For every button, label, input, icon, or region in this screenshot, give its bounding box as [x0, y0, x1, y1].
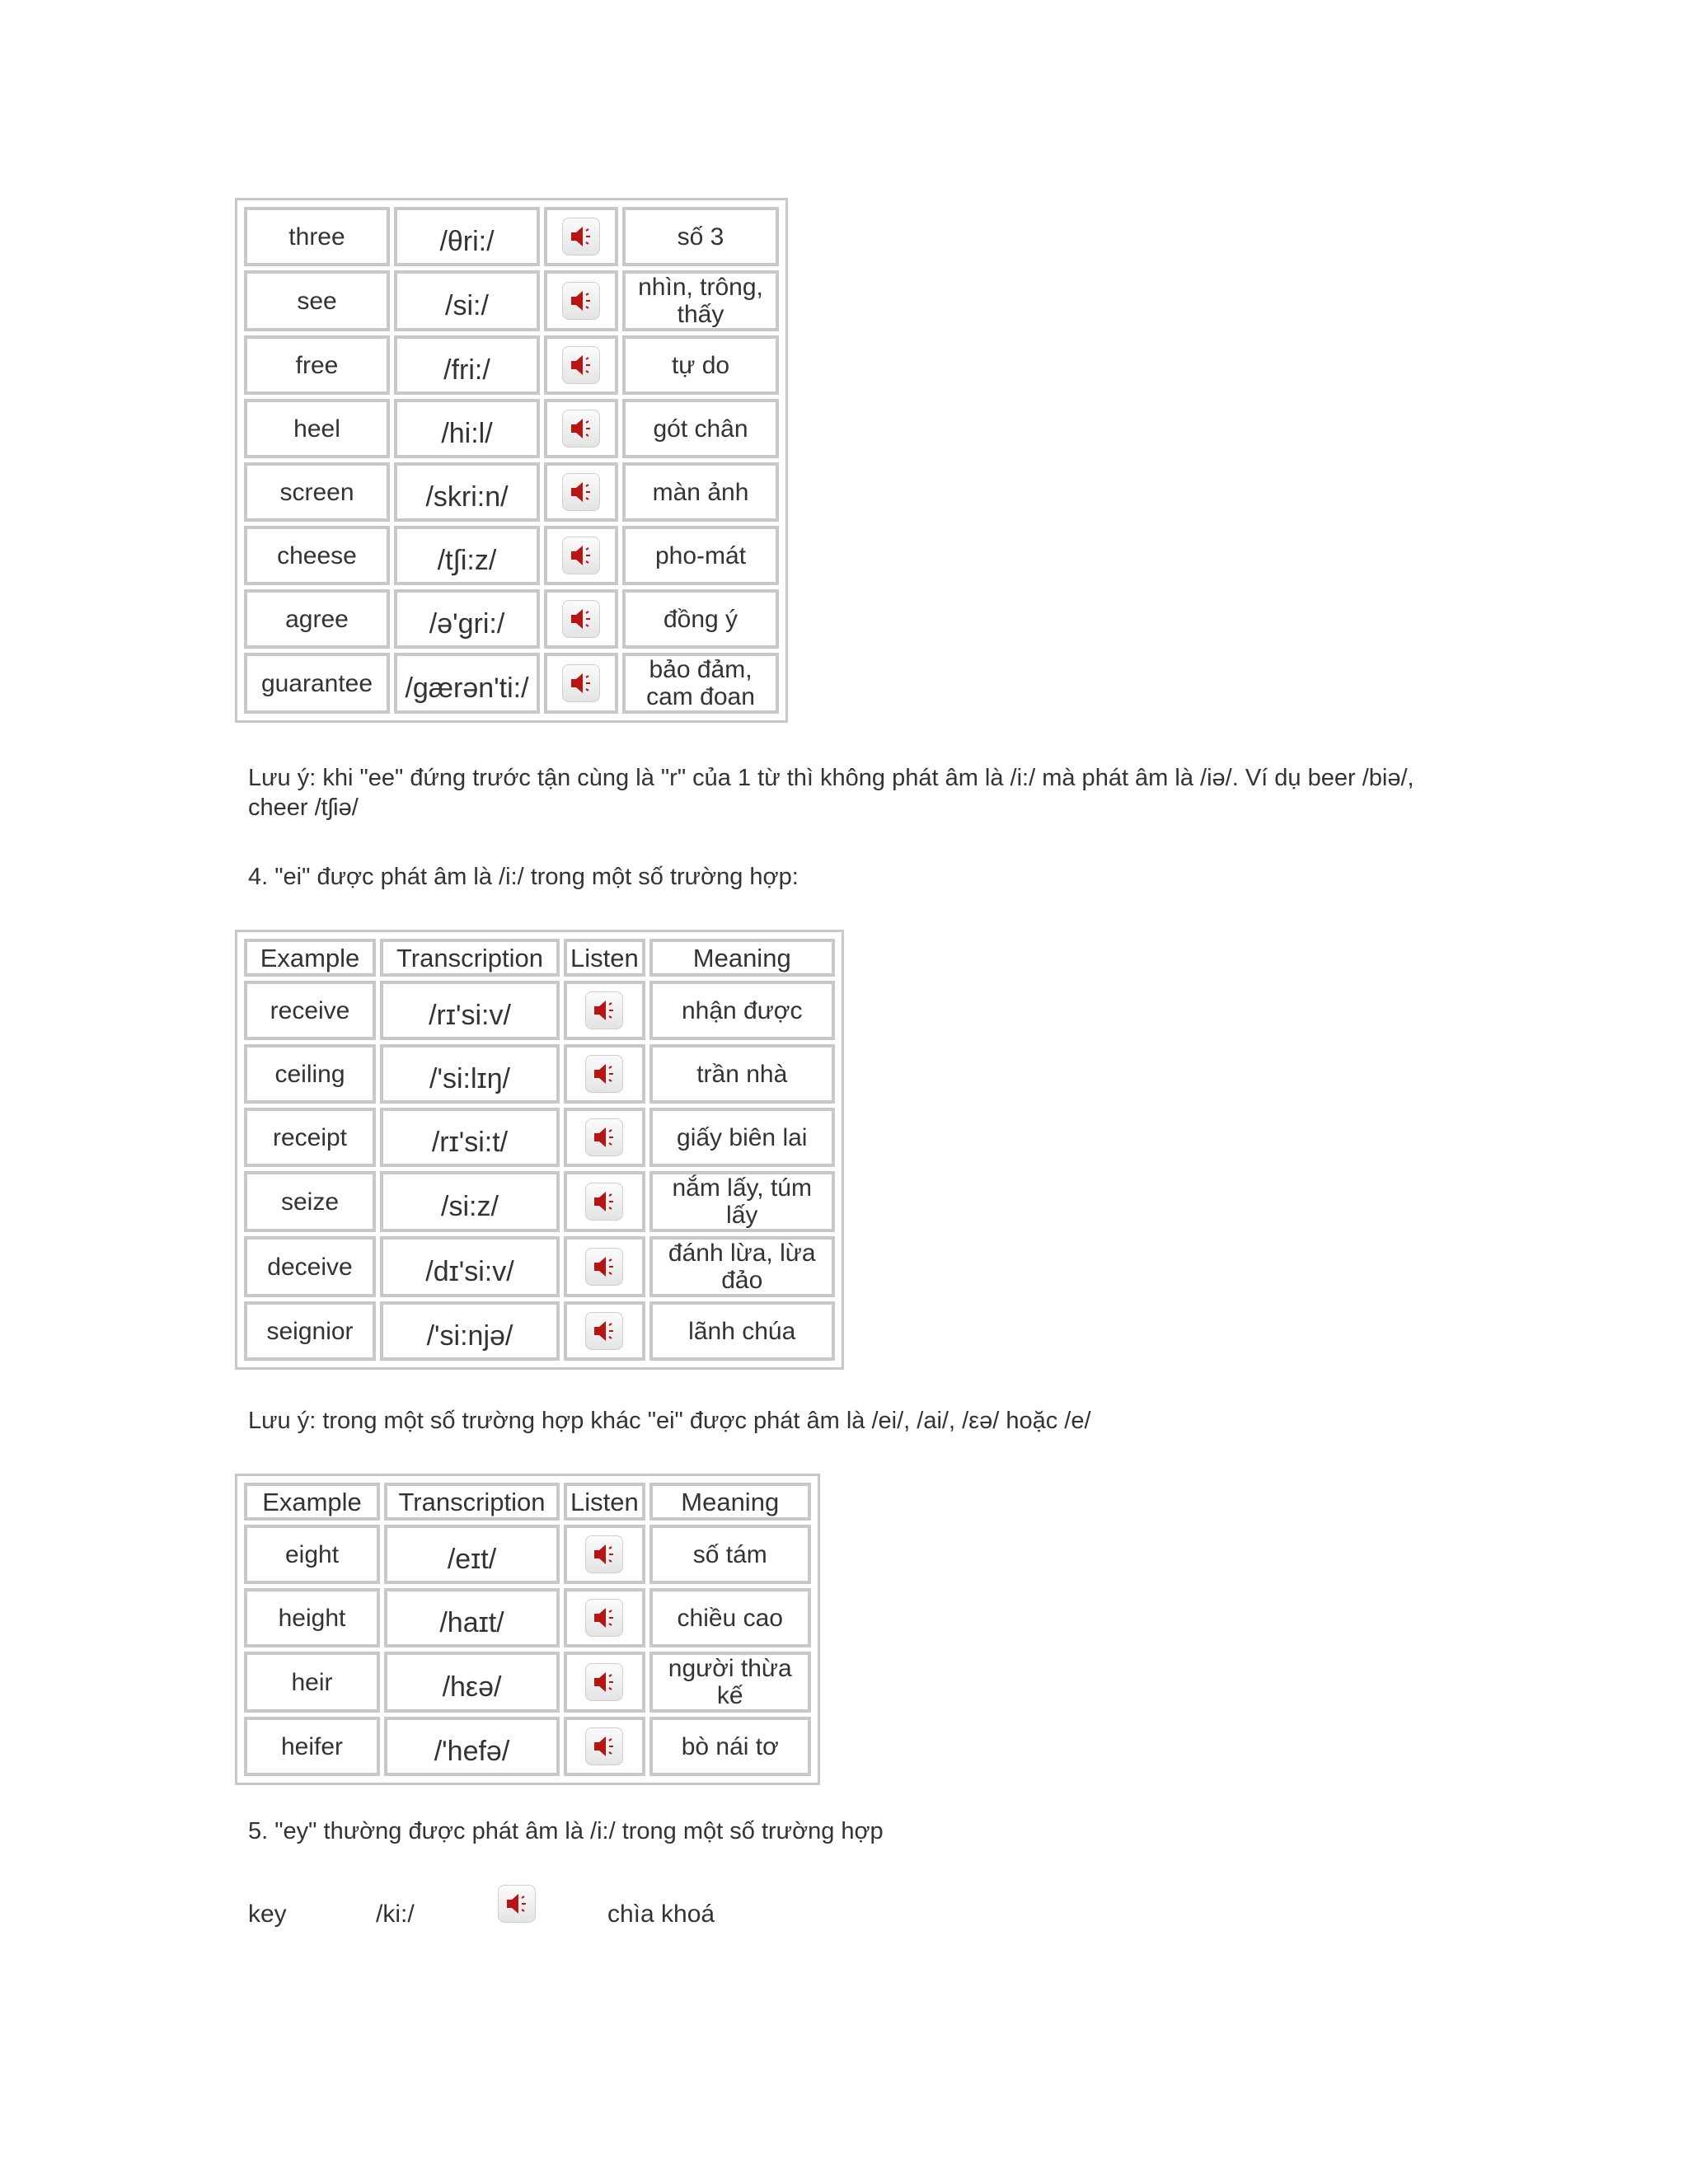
listen-cell: [564, 981, 645, 1040]
speaker-icon[interactable]: [585, 1599, 623, 1637]
word-cell: height: [244, 1588, 380, 1647]
speaker-icon[interactable]: [562, 346, 600, 384]
table-row: [244, 589, 779, 649]
header-meaning: Meaning: [649, 1483, 811, 1521]
note-ei-other: Lưu ý: trong một số trường hợp khác "ei" được phát âm là /ei/, /ai/, /εə/ hoặc /e/: [248, 1408, 1091, 1434]
transcription-cell: /dɪ'si:v/: [380, 1236, 560, 1297]
transcription-cell: /rɪ'si:t/: [380, 1108, 560, 1167]
listen-cell: [564, 1171, 645, 1232]
word-cell: deceive: [244, 1236, 376, 1297]
word-cell: heir: [244, 1652, 380, 1713]
table-row: [244, 1301, 835, 1361]
meaning-cell: số 3: [622, 207, 779, 266]
speaker-icon[interactable]: [562, 473, 600, 511]
word-cell: screen: [244, 462, 390, 522]
header-listen: Listen: [564, 939, 645, 977]
table-row: [244, 981, 835, 1040]
meaning-cell: gót chân: [622, 399, 779, 458]
table-row: [244, 1525, 811, 1584]
table-row: [244, 526, 779, 585]
speaker-icon[interactable]: [562, 664, 600, 702]
speaker-icon[interactable]: [585, 991, 623, 1029]
listen-cell: [544, 526, 618, 585]
speaker-icon[interactable]: [585, 1118, 623, 1156]
table-row: [244, 1044, 835, 1104]
word-cell: receive: [244, 981, 376, 1040]
vocab-table-body: [244, 1483, 811, 1776]
meaning-cell: số tám: [649, 1525, 811, 1584]
transcription-cell: /eɪt/: [384, 1525, 560, 1584]
meaning-cell: màn ảnh: [622, 462, 779, 522]
key-word: key: [248, 1900, 287, 1928]
listen-cell: [544, 589, 618, 649]
transcription-cell: /rɪ'si:v/: [380, 981, 560, 1040]
table-row: [244, 1588, 811, 1647]
speaker-icon[interactable]: [585, 1248, 623, 1286]
transcription-cell: /si:z/: [380, 1171, 560, 1232]
header-transcription: Transcription: [380, 939, 560, 977]
speaker-icon[interactable]: [585, 1727, 623, 1765]
speaker-icon[interactable]: [585, 1055, 623, 1093]
transcription-cell: /skri:n/: [394, 462, 540, 522]
listen-cell: [544, 207, 618, 266]
speaker-icon[interactable]: [562, 218, 600, 255]
meaning-cell: bảo đảm, cam đoan: [622, 653, 779, 714]
header-example: Example: [244, 939, 376, 977]
speaker-icon[interactable]: [585, 1535, 623, 1573]
speaker-icon[interactable]: [585, 1183, 623, 1221]
table-row: [244, 1717, 811, 1776]
table-row: [244, 1236, 835, 1297]
speaker-icon[interactable]: [562, 537, 600, 574]
vocab-table-ei-other: [235, 1474, 820, 1785]
meaning-cell: chiều cao: [649, 1588, 811, 1647]
listen-cell: [544, 653, 618, 714]
word-cell: eight: [244, 1525, 380, 1584]
word-cell: free: [244, 335, 390, 395]
transcription-cell: /gærən'ti:/: [394, 653, 540, 714]
listen-cell: [564, 1236, 645, 1297]
meaning-cell: nhìn, trông, thấy: [622, 270, 779, 331]
key-meaning: chìa khoá: [607, 1900, 715, 1928]
vocab-table-body: [244, 939, 835, 1361]
word-cell: seize: [244, 1171, 376, 1232]
listen-cell: [564, 1652, 645, 1713]
table-row: [244, 462, 779, 522]
header-listen: Listen: [564, 1483, 645, 1521]
table-row: [244, 207, 779, 266]
meaning-cell: đồng ý: [622, 589, 779, 649]
heading-ei: 4. "ei" được phát âm là /i:/ trong một số trường hợp:: [248, 864, 799, 890]
word-cell: seignior: [244, 1301, 376, 1361]
transcription-cell: /haɪt/: [384, 1588, 560, 1647]
table-row: [244, 1108, 835, 1167]
header-example: Example: [244, 1483, 380, 1521]
table-row: [244, 399, 779, 458]
listen-cell: [564, 1044, 645, 1104]
vocab-table-ei: [235, 930, 844, 1370]
speaker-icon[interactable]: [562, 282, 600, 320]
table-header-row: [244, 939, 835, 977]
speaker-icon[interactable]: [562, 600, 600, 638]
transcription-cell: /'hefə/: [384, 1717, 560, 1776]
note-ee-r: Lưu ý: khi "ee" đứng trước tận cùng là "r" của 1 từ thì không phát âm là /i:/ mà phát âm là /iə/. Ví dụ beer /biə/, cheer /tʃiə/: [248, 765, 1414, 821]
meaning-cell: tự do: [622, 335, 779, 395]
listen-cell: [544, 335, 618, 395]
meaning-cell: lãnh chúa: [649, 1301, 835, 1361]
vocab-table-ee: [235, 198, 788, 723]
word-cell: guarantee: [244, 653, 390, 714]
listen-cell: [544, 270, 618, 331]
word-cell: three: [244, 207, 390, 266]
table-header-row: [244, 1483, 811, 1521]
speaker-icon[interactable]: [585, 1312, 623, 1350]
table-row: [244, 1652, 811, 1713]
transcription-cell: /ə'gri:/: [394, 589, 540, 649]
word-cell: receipt: [244, 1108, 376, 1167]
table-row: [244, 653, 779, 714]
meaning-cell: pho-mát: [622, 526, 779, 585]
meaning-cell: đánh lừa, lừa đảo: [649, 1236, 835, 1297]
table-row: [244, 270, 779, 331]
meaning-cell: nắm lấy, túm lấy: [649, 1171, 835, 1232]
table-row: [244, 335, 779, 395]
word-cell: heel: [244, 399, 390, 458]
listen-cell: [544, 399, 618, 458]
speaker-icon[interactable]: [562, 410, 600, 448]
meaning-cell: người thừa kế: [649, 1652, 811, 1713]
transcription-cell: /'si:lɪŋ/: [380, 1044, 560, 1104]
word-cell: cheese: [244, 526, 390, 585]
listen-cell: [564, 1717, 645, 1776]
transcription-cell: /t∫i:z/: [394, 526, 540, 585]
transcription-cell: /'si:njə/: [380, 1301, 560, 1361]
listen-cell: [544, 462, 618, 522]
vocab-table-body: [244, 207, 779, 714]
word-cell: heifer: [244, 1717, 380, 1776]
listen-cell: [564, 1301, 645, 1361]
transcription-cell: /hεə/: [384, 1652, 560, 1713]
transcription-cell: /hi:l/: [394, 399, 540, 458]
word-cell: ceiling: [244, 1044, 376, 1104]
meaning-cell: nhận được: [649, 981, 835, 1040]
word-cell: see: [244, 270, 390, 331]
transcription-cell: /fri:/: [394, 335, 540, 395]
key-listen-slot: [498, 1885, 536, 1923]
header-transcription: Transcription: [384, 1483, 560, 1521]
transcription-cell: /θri:/: [394, 207, 540, 266]
listen-cell: [564, 1525, 645, 1584]
listen-cell: [564, 1588, 645, 1647]
header-meaning: Meaning: [649, 939, 835, 977]
key-ipa: /ki:/: [376, 1900, 415, 1928]
transcription-cell: /si:/: [394, 270, 540, 331]
word-cell: agree: [244, 589, 390, 649]
meaning-cell: trần nhà: [649, 1044, 835, 1104]
meaning-cell: bò nái tơ: [649, 1717, 811, 1776]
listen-cell: [564, 1108, 645, 1167]
meaning-cell: giấy biên lai: [649, 1108, 835, 1167]
speaker-icon[interactable]: [498, 1885, 536, 1923]
table-row: [244, 1171, 835, 1232]
heading-ey: 5. "ey" thường được phát âm là /i:/ trong một số trường hợp: [248, 1818, 884, 1844]
speaker-icon[interactable]: [585, 1663, 623, 1701]
